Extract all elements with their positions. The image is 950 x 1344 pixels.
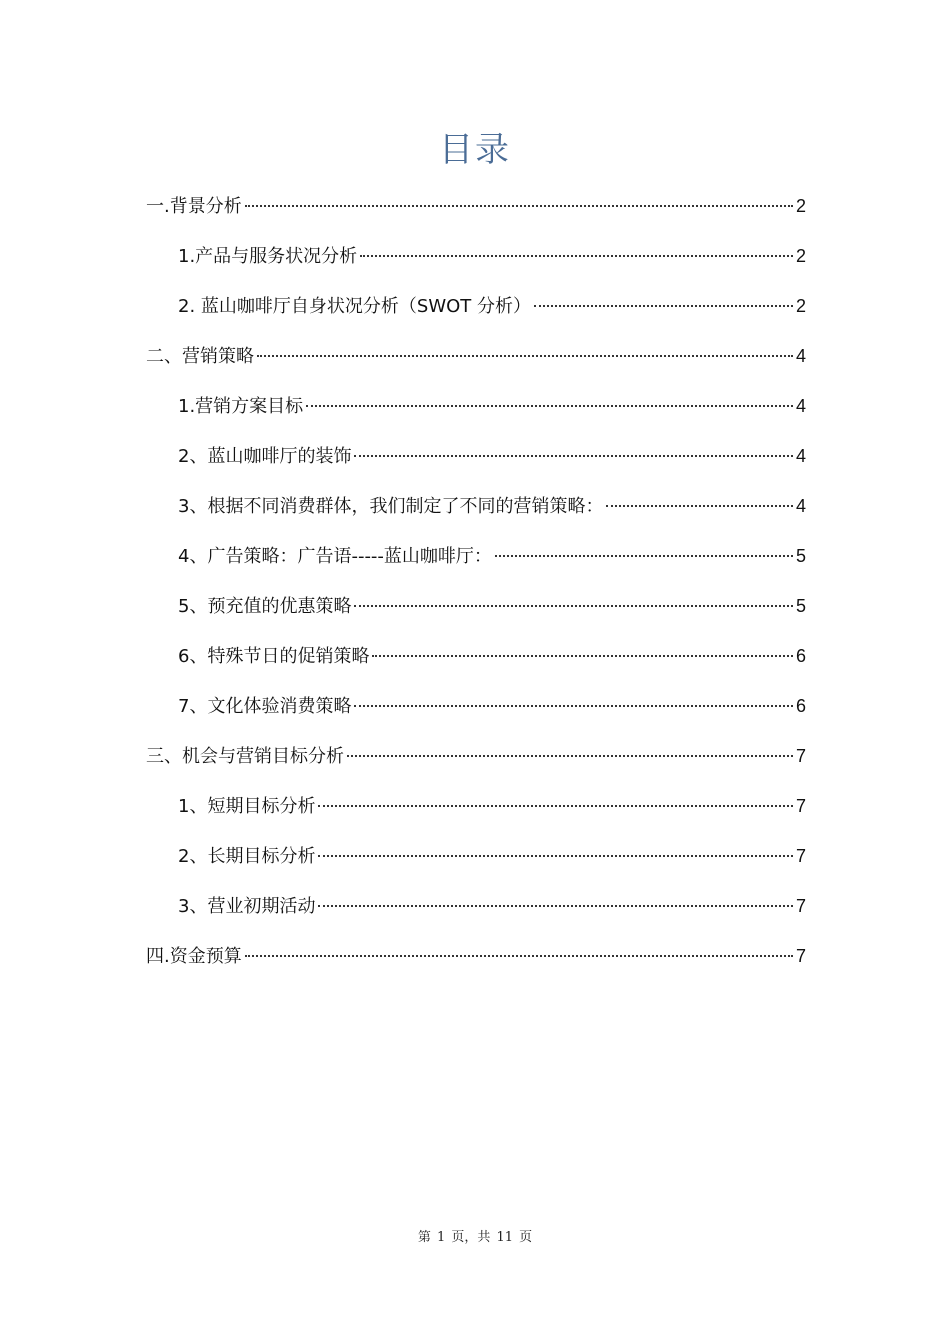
toc-entry-page-number: 7 (795, 746, 806, 766)
toc-entry[interactable] (146, 887, 806, 937)
toc-entry[interactable] (146, 937, 806, 987)
toc-dot-leader (495, 555, 793, 557)
toc-entry-page-number: 7 (795, 896, 806, 916)
toc-dot-leader (354, 455, 793, 457)
toc-dot-leader (306, 405, 793, 407)
page-footer: 第 1 页，共 11 页 (417, 1230, 533, 1245)
toc-entry-page-number: 2 (795, 296, 806, 316)
toc-entry-page-number: 5 (795, 546, 806, 566)
toc-entry[interactable] (146, 687, 806, 737)
toc-dot-leader (245, 955, 793, 957)
toc-entry-page-number: 4 (795, 396, 806, 416)
toc-entry[interactable] (146, 587, 806, 637)
toc-entry-label: 2、长期目标分析 (178, 846, 316, 867)
toc-entry-page-number: 4 (795, 446, 806, 466)
toc-dot-leader (318, 905, 793, 907)
toc-entry-label: 1.产品与服务状况分析 (178, 246, 358, 267)
toc-entry-page-number: 6 (795, 696, 806, 716)
toc-entry[interactable] (146, 487, 806, 537)
toc-entry-label: 三、机会与营销目标分析 (146, 746, 344, 767)
toc-dot-leader (606, 505, 793, 507)
toc-entry-label: 2、蓝山咖啡厅的装饰 (178, 446, 352, 467)
toc-entry-page-number: 7 (795, 796, 806, 816)
toc-dot-leader (347, 755, 793, 757)
toc-entry-label: 7、文化体验消费策略 (178, 696, 352, 717)
toc-dot-leader (372, 655, 793, 657)
toc-entry-label: 3、根据不同消费群体，我们制定了不同的营销策略： (178, 496, 604, 517)
toc-dot-leader (360, 255, 793, 257)
toc-dot-leader (257, 355, 793, 357)
toc-dot-leader (354, 705, 793, 707)
toc-dot-leader (318, 855, 793, 857)
toc-entry-page-number: 7 (795, 846, 806, 866)
toc-entry-label: 6、特殊节日的促销策略 (178, 646, 370, 667)
toc-entry-label: 四.资金预算 (146, 946, 242, 967)
toc-entry-page-number: 2 (795, 246, 806, 266)
toc-entry-page-number: 5 (795, 596, 806, 616)
toc-entry[interactable] (146, 387, 806, 437)
toc-entry-label: 5、预充值的优惠策略 (178, 596, 352, 617)
toc-dot-leader (354, 605, 793, 607)
toc-entry[interactable] (146, 637, 806, 687)
toc-entry-label: 2. 蓝山咖啡厅自身状况分析（SWOT 分析） (178, 296, 532, 317)
table-of-contents (146, 187, 806, 987)
toc-entry-page-number: 4 (795, 346, 806, 366)
toc-entry-page-number: 2 (795, 196, 806, 216)
toc-entry[interactable] (146, 537, 806, 587)
toc-entry[interactable] (146, 237, 806, 287)
toc-dot-leader (534, 305, 793, 307)
toc-entry-label: 4、广告策略：广告语-----蓝山咖啡厅： (178, 546, 492, 567)
toc-entry-page-number: 7 (795, 946, 806, 966)
toc-entry[interactable] (146, 187, 806, 237)
toc-dot-leader (318, 805, 793, 807)
toc-title: 目录 (439, 130, 511, 170)
toc-entry[interactable] (146, 737, 806, 787)
toc-entry-label: 1、短期目标分析 (178, 796, 316, 817)
toc-entry[interactable] (146, 837, 806, 887)
toc-entry[interactable] (146, 437, 806, 487)
toc-entry-label: 1.营销方案目标 (178, 396, 304, 417)
toc-entry[interactable] (146, 287, 806, 337)
toc-dot-leader (245, 205, 793, 207)
toc-entry-page-number: 4 (795, 496, 806, 516)
toc-entry-label: 3、营业初期活动 (178, 896, 316, 917)
toc-entry-page-number: 6 (795, 646, 806, 666)
toc-entry-label: 一.背景分析 (146, 196, 242, 217)
toc-entry[interactable] (146, 337, 806, 387)
toc-entry[interactable] (146, 787, 806, 837)
toc-entry-label: 二、营销策略 (146, 346, 254, 367)
